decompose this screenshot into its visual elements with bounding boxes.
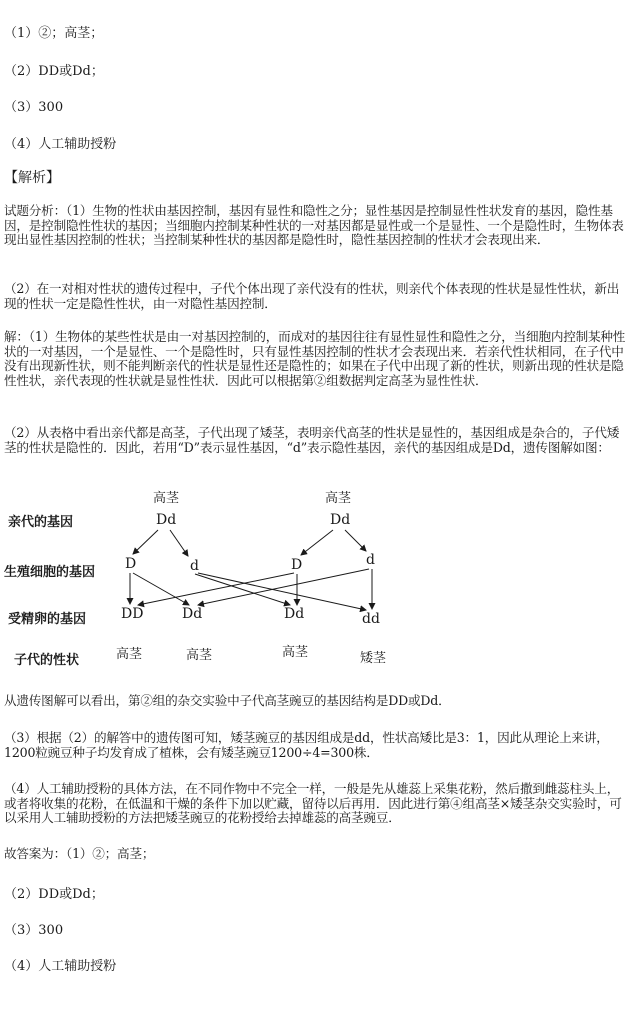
arrow-d-to-dd: [198, 573, 366, 610]
offspring-trait-3: 高茎: [282, 645, 309, 660]
final-answer-intro: 故答案为：（1）②；高茎；: [4, 846, 155, 861]
solution-paragraph-2: （2）从表格中看出亲代都是高茎，子代出现了矮茎，表明亲代高茎的性状是显性的，基因组成是杂合的，子代矮茎的性状是隐性的．因此，若用“D”表示显性基因，“d”表示隐性基因，亲代的基因组成是Dd，遗传图解如图：: [4, 425, 620, 455]
zygote-Dd-right: Dd: [284, 606, 305, 622]
answer-3: （3）300: [4, 100, 64, 115]
parent-phenotype-left: 高茎: [153, 491, 180, 506]
offspring-trait-1: 高茎: [116, 647, 143, 662]
gamete-D-left: D: [125, 556, 137, 572]
answer-2: （2）DD或Dd；: [4, 64, 104, 79]
solution-paragraph-4: （4）人工辅助授粉的具体方法，在不同作物中不完全一样，一般是先从雄蕊上采集花粉，然后撒到雌蕊柱头上，或者将收集的花粉，在低温和干燥的条件下加以贮藏，留待以后再用．因此进行第④组高茎×矮茎杂交实验时，可以采用人工辅助授粉的方法把矮茎豌豆的花粉授给去掉雄蕊的高茎豌豆．: [4, 781, 622, 825]
arrow-d-to-Dd-right: [195, 574, 290, 605]
row-label-offspring-trait: 子代的性状: [14, 653, 80, 668]
gamete-D-right: D: [291, 557, 303, 573]
row-label-gamete: 生殖细胞的基因: [4, 565, 96, 580]
parent-phenotype-right: 高茎: [325, 491, 352, 506]
analysis-paragraph-1: 试题分析：（1）生物的性状由基因控制，基因有显性和隐性之分；显性基因是控制显性性状发育的基因，隐性基因，是控制隐性性状的基因；当细胞内控制某种性状的一对基因都是显性或一个是显性、一个是隐性时，生物体表现出显性基因控制的性状；当控制某种性状的基因都是隐性时，隐性基因控制的性状才会表现出来．: [4, 203, 624, 247]
arrow-parent-right-to-D: [301, 530, 333, 555]
analysis-heading: 【解析】: [4, 170, 60, 186]
arrow-parent-left-to-d: [170, 530, 188, 556]
analysis-paragraph-2: （2）在一对相对性状的遗传过程中，子代个体出现了亲代没有的性状，则亲代个体表现的性状是显性性状，新出现的性状一定是隐性性状，由一对隐性基因控制．: [4, 281, 620, 311]
final-answer-3: （3）300: [4, 923, 64, 938]
offspring-trait-2: 高茎: [186, 648, 213, 663]
solution-paragraph-1: 解：（1）生物体的某些性状是由一对基因控制的，而成对的基因往往有显性显性和隐性之分，当细胞内控制某种性状的一对基因，一个是显性、一个是隐性时，只有显性基因控制的性状才会表现出来．若亲代性状相同，在子代中没有出现新性状，则不能判断亲代的性状是显性还是隐性的；如果在子代中出现了新的性状，则新出现的性状是隐性性状，亲代表现的性状就是显性性状．因此可以根据第②组数据判定高茎为显性性状．: [4, 329, 626, 388]
arrow-parent-right-to-d: [345, 530, 366, 551]
gamete-d-right: d: [366, 552, 375, 568]
diagram-conclusion: 从遗传图解可以看出，第②组的杂交实验中子代高茎豌豆的基因结构是DD或Dd．: [4, 693, 451, 708]
parent-genotype-right: Dd: [330, 512, 351, 528]
solution-paragraph-3: （3）根据（2）的解答中的遗传图可知，矮茎豌豆的基因组成是dd，性状高矮比是3：1，因此从理论上来讲，1200粒豌豆种子均发育成了植株，会有矮茎豌豆1200÷4=300株．: [4, 730, 609, 760]
parent-genotype-left: Dd: [156, 512, 177, 528]
row-label-zygote: 受精卵的基因: [8, 612, 87, 627]
answer-1: （1）②；高茎；: [4, 26, 104, 41]
answer-4: （4）人工辅助授粉: [4, 137, 117, 152]
final-answer-4: （4）人工辅助授粉: [4, 959, 117, 974]
zygote-Dd-left: Dd: [182, 606, 203, 622]
offspring-trait-4: 矮茎: [360, 651, 387, 666]
row-label-parent-genotype: 亲代的基因: [8, 515, 74, 530]
arrow-parent-left-to-D: [133, 530, 158, 554]
gamete-d-left: d: [190, 558, 199, 574]
zygote-DD: DD: [121, 606, 144, 622]
zygote-dd: dd: [362, 611, 380, 627]
final-answer-2: （2）DD或Dd；: [4, 887, 104, 902]
genetic-cross-diagram: [0, 478, 630, 678]
